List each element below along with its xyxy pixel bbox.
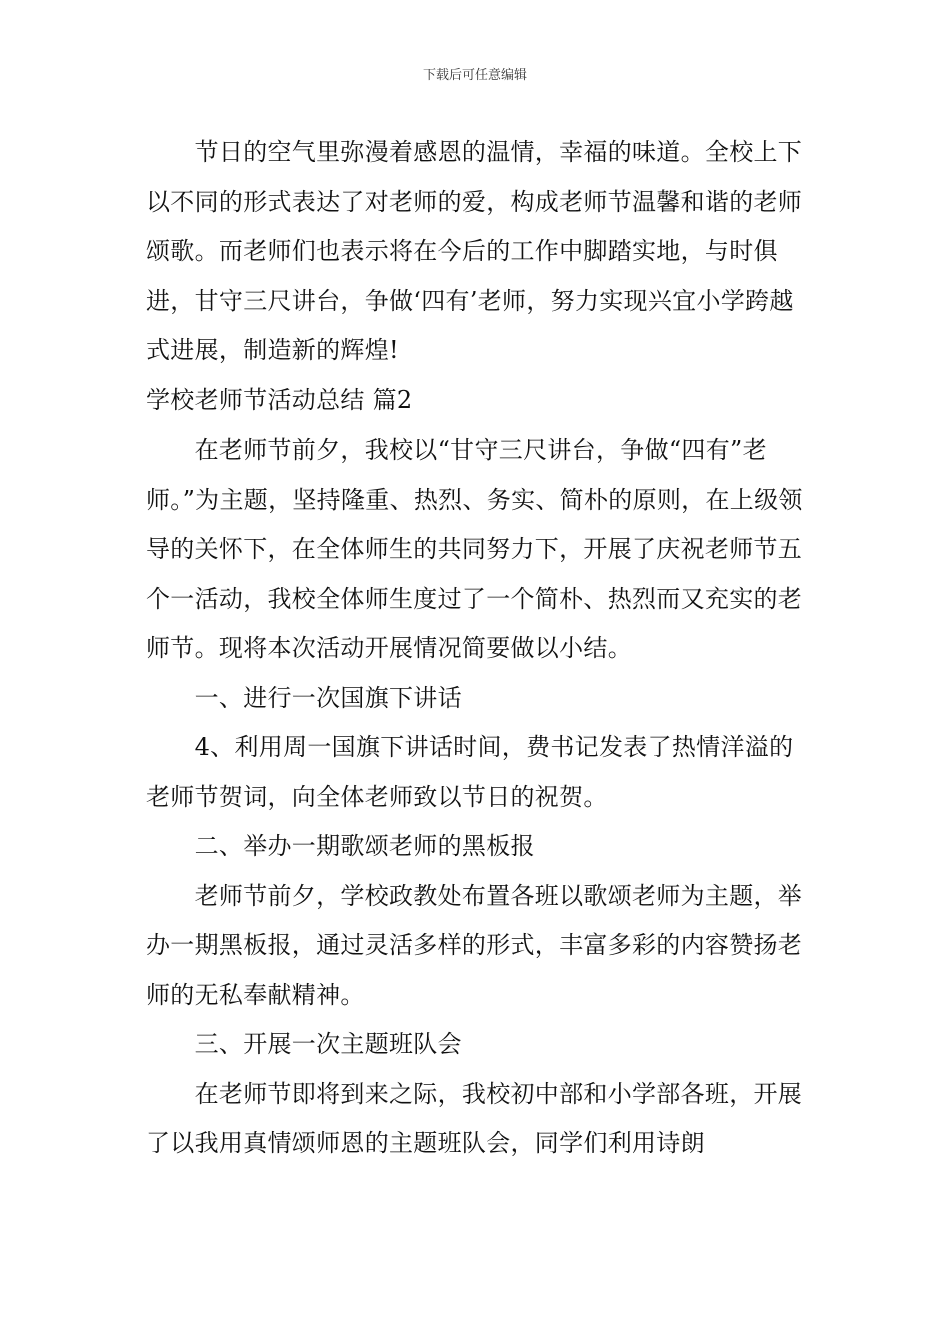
section-heading-1: 一、进行一次国旗下讲话: [146, 683, 462, 712]
paragraph-4: 老师节前夕，学校政教处布置各班以歌颂老师为主题，举办一期黑板报，通过灵活多样的形式，丰富多彩的内容赞扬老师的无私奉献精神。: [146, 881, 803, 1009]
paragraph-5: 在老师节即将到来之际，我校初中部和小学部各班，开展了以我用真情颂师恩的主题班队会，同学们利用诗朗: [146, 1079, 803, 1157]
section-heading-3: 三、开展一次主题班队会: [146, 1030, 462, 1058]
section-title-2: 学校老师节活动总结 篇2: [146, 385, 413, 414]
paragraph-2: 在老师节前夕，我校以“甘守三尺讲台，争做“四有”老师。”为主题，坚持隆重、热烈、务实、简朴的原则，在上级领导的关怀下，在全体师生的共同努力下，开展了庆祝老师节五个一活动，我校全体师生度过了一个简朴、热烈而又充实的老师节。现将本次活动开展情况简要做以小结。: [146, 436, 803, 662]
paragraph-1: 节日的空气里弥漫着感恩的温情，幸福的味道。全校上下以不同的形式表达了对老师的爱，构成老师节温馨和谐的老师颂歌。而老师们也表示将在今后的工作中脚踏实地，与时俱进，甘守三尺讲台，争做‘四有’老师，努力实现兴宜小学跨越式进展，制造新的辉煌!: [146, 138, 803, 364]
section-heading-2: 二、举办一期歌颂老师的黑板报: [146, 832, 535, 860]
paragraph-3: 4、利用周一国旗下讲话时间，费书记发表了热情洋溢的老师节贺词，向全体老师致以节日的祝贺。: [146, 733, 794, 811]
document-body: [146, 128, 811, 1169]
header-note: 下载后可任意编辑: [422, 68, 527, 83]
